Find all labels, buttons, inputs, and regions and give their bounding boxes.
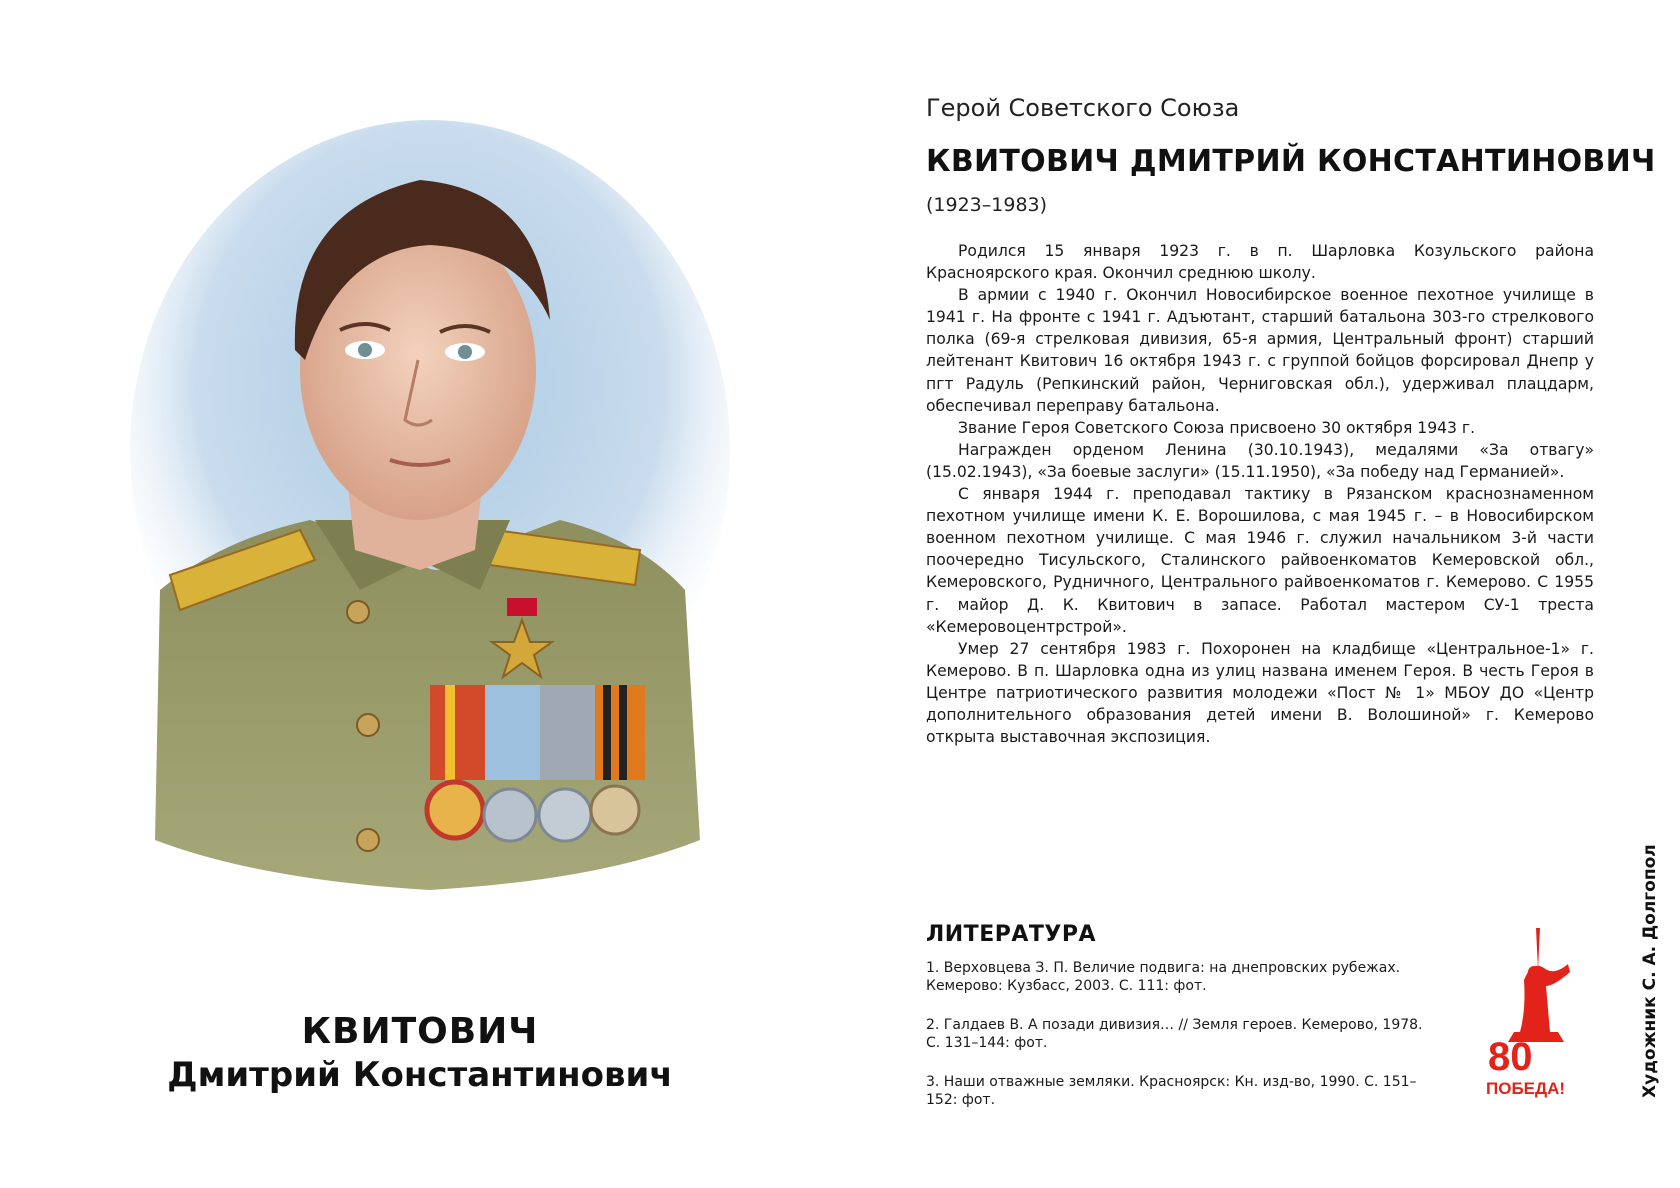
medal [539, 789, 591, 841]
bio-paragraph: Родился 15 января 1923 г. в п. Шарловка Козульского района Красноярского края. Окончил среднюю школу. [926, 242, 1594, 283]
portrait-caption [100, 1010, 740, 1096]
logo-number: 80 [1488, 1035, 1533, 1079]
literature-item: 2. Галдаев В. А позади дивизия… // Земля героев. Кемерово, 1978. С. 131–144: фот. [926, 1017, 1423, 1051]
caption-given-names: Дмитрий Константинович [167, 1055, 673, 1095]
bio-paragraph: Награжден орденом Ленина (30.10.1943), медалями «За отвагу» (15.02.1943), «За боевые заслуги» (15.11.1950), «За победу над Германией». [926, 440, 1594, 481]
bio-paragraph: Умер 27 сентября 1983 г. Похоронен на кладбище «Центральное-1» г. Кемерово. В п. Шарловка одна из улиц названа именем Героя. В честь Героя в Центре патриотического развития молодежи «Пост № 1» МБОУ ДО «Центр дополнительного образования детей имени В. Волошиной» г. Кемерово открыта выставочная экспозиция. [926, 639, 1594, 747]
portrait-illustration [100, 120, 740, 980]
bio-paragraph: Звание Героя Советского Союза присвоено 30 октября 1943 г. [958, 418, 1476, 437]
artist-credit: Художник С. А. Долгопол [1640, 844, 1660, 1098]
medal-ribbon [430, 685, 485, 780]
medal [484, 789, 536, 841]
bio-paragraph: С января 1944 г. преподавал тактику в Рязанском краснознаменном пехотном училище имени К. Е. Ворошилова, с мая 1945 г. – в Новосибирском военном пехотном училище. С мая 1946 г. служил начальником 3-й части поочередно Тисульского, Сталинского райвоенкоматов Кемеровской обл., Кемеровского, Рудничного, Центрального райвоенкоматов г. Кемерово. С 1955 г. майор Д. К. Квитович в запасе. Работал мастером СУ-1 треста «Кемеровоцентрстрой». [926, 485, 1594, 636]
uniform-button [347, 601, 369, 623]
medal-ribbon [540, 685, 595, 780]
life-years: (1923–1983) [926, 194, 1048, 216]
caption-surname: КВИТОВИЧ [301, 1011, 539, 1052]
logo-word: ПОБЕДА! [1486, 1079, 1566, 1098]
medal [591, 786, 639, 834]
uniform-button [357, 829, 379, 851]
soldier-portrait-icon [100, 120, 740, 980]
hero-star-ribbon [507, 598, 537, 616]
page-title: КВИТОВИЧ ДМИТРИЙ КОНСТАНТИНОВИЧ [926, 144, 1656, 179]
biography [926, 240, 1594, 748]
literature-list [926, 960, 1426, 1131]
literature-item: 1. Верховцева З. П. Величие подвига: на днепровских рубежах. Кемерово: Кузбасс, 2003. С. 111: фот. [926, 960, 1401, 994]
literature-heading: ЛИТЕРАТУРА [926, 922, 1096, 947]
uniform-button [357, 714, 379, 736]
motherland-statue-icon [1508, 928, 1570, 1042]
literature-item: 3. Наши отважные земляки. Красноярск: Кн. изд-во, 1990. С. 151–152: фот. [926, 1074, 1417, 1108]
subtitle: Герой Советского Союза [926, 94, 1240, 122]
order-of-lenin-medal [427, 782, 483, 838]
victory-80-logo [1484, 920, 1580, 1102]
medal-ribbon [485, 685, 540, 780]
bio-paragraph: В армии с 1940 г. Окончил Новосибирское военное пехотное училище в 1941 г. На фронте с 1941 г. Адъютант, старший батальона 303-го стрелкового полка (69-я стрелковая дивизия, 65-я армия, Центральный фронт) старший лейтенант Квитович 16 октября 1943 г. с группой бойцов форсировал Днепр у пгт Радуль (Репкинский район, Черниговская обл.), удерживал плацдарм, обеспечивал переправу батальона. [926, 286, 1594, 415]
